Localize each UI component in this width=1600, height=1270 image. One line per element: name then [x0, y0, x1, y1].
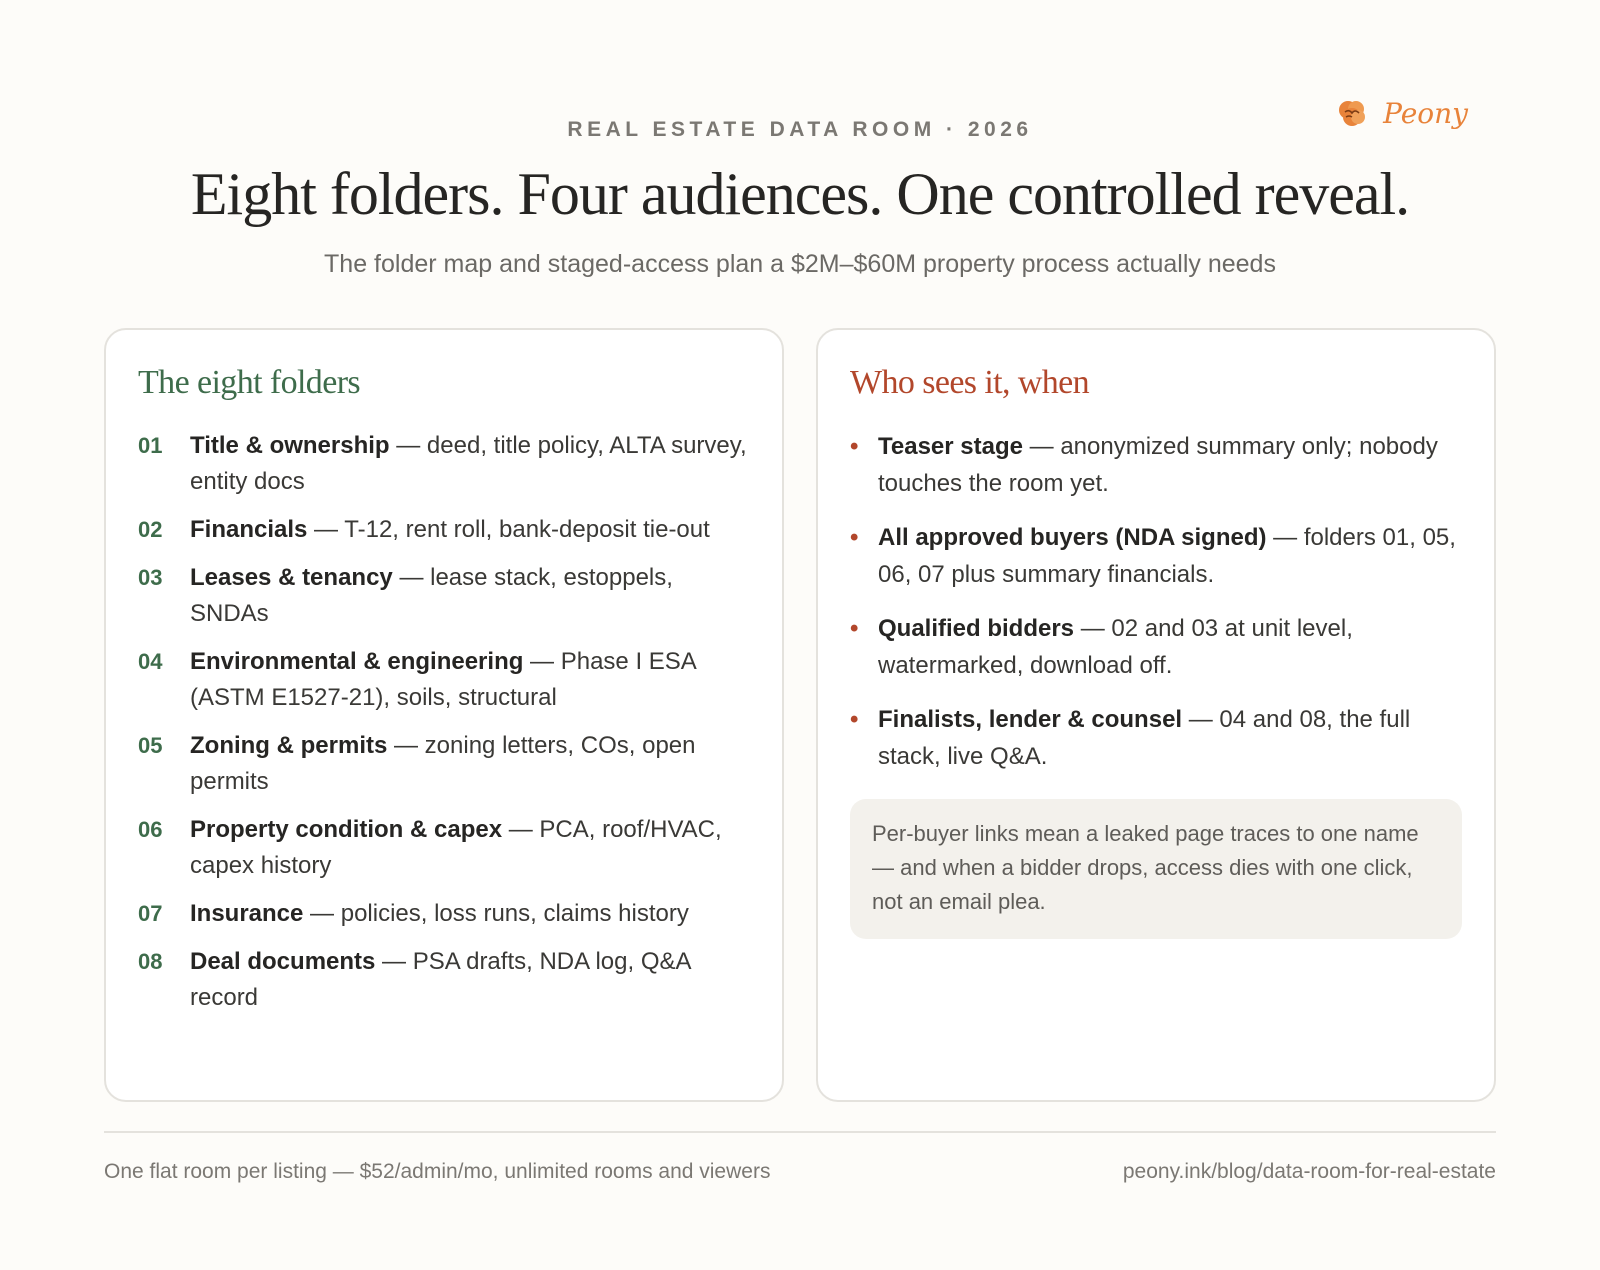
- folder-number: 01: [138, 433, 163, 458]
- folder-item: [138, 896, 750, 932]
- folder-description: — PCA, roof/HVAC, capex history: [190, 816, 722, 879]
- footer-url: peony.ink/blog/data-room-for-real-estate: [1122, 1160, 1496, 1183]
- bullet-dot: •: [850, 706, 859, 733]
- access-description: — folders 01, 05, 06, 07 plus summary financials.: [878, 524, 1456, 588]
- access-item: [850, 610, 1462, 684]
- access-text: [878, 519, 1462, 593]
- folders-heading: The eight folders: [138, 364, 361, 401]
- access-audience: Teaser stage: [878, 433, 1023, 460]
- folder-text: [190, 896, 750, 932]
- folder-name: Title & ownership: [190, 432, 390, 459]
- folder-item: [138, 812, 750, 884]
- folder-name: Property condition & capex: [190, 816, 503, 843]
- access-text: [878, 610, 1462, 684]
- folder-item: [138, 728, 750, 800]
- folder-description: — policies, loss runs, claims history: [303, 900, 689, 927]
- folder-text: [190, 812, 750, 884]
- footer-divider: [104, 1131, 1496, 1133]
- folders-card: [104, 328, 784, 1102]
- folder-item: [138, 944, 750, 1016]
- page-subtitle: The folder map and staged-access plan a $2M–$60M property process actually needs: [324, 250, 1276, 278]
- bullet-dot: •: [850, 524, 859, 551]
- folder-description: — PSA drafts, NDA log, Q&A record: [190, 948, 691, 1011]
- folder-description: — Phase I ESA (ASTM E1527-21), soils, structural: [190, 648, 696, 711]
- folder-item: [138, 428, 750, 500]
- folder-text: [190, 560, 750, 632]
- folder-description: — T-12, rent roll, bank-deposit tie-out: [307, 516, 710, 543]
- folder-text: [190, 428, 750, 500]
- access-item: [850, 701, 1462, 775]
- access-text: [878, 428, 1462, 502]
- access-item: [850, 428, 1462, 502]
- folder-text: [190, 728, 750, 800]
- folder-name: Leases & tenancy: [190, 564, 393, 591]
- access-description: — anonymized summary only; nobody touches the room yet.: [878, 433, 1438, 497]
- folder-description: — lease stack, estoppels, SNDAs: [190, 564, 673, 627]
- page-title: Eight folders. Four audiences. One controlled reveal.: [190, 161, 1410, 227]
- access-heading: Who sees it, when: [850, 364, 1090, 401]
- bullet-dot: •: [850, 433, 859, 460]
- folder-name: Deal documents: [190, 948, 376, 975]
- folder-number: 05: [138, 733, 163, 758]
- access-text: [878, 701, 1462, 775]
- folder-number: 07: [138, 901, 163, 926]
- access-audience: Qualified bidders: [878, 615, 1075, 642]
- bullet-dot: •: [850, 615, 859, 642]
- folder-number: 02: [138, 517, 163, 542]
- folder-description: — zoning letters, COs, open permits: [190, 732, 696, 795]
- folder-item: [138, 512, 750, 548]
- page-eyebrow: REAL ESTATE DATA ROOM · 2026: [567, 118, 1033, 141]
- folder-text: [190, 944, 750, 1016]
- access-description: — 04 and 08, the full stack, live Q&A.: [878, 706, 1411, 770]
- access-list: [850, 428, 1462, 775]
- access-card: [816, 328, 1496, 1102]
- folder-text: [190, 644, 750, 716]
- access-audience: All approved buyers (NDA signed): [878, 524, 1267, 551]
- folder-description: — deed, title policy, ALTA survey, entity docs: [190, 432, 747, 495]
- folder-number: 04: [138, 649, 163, 674]
- footer-pricing: One flat room per listing — $52/admin/mo, unlimited rooms and viewers: [104, 1160, 771, 1183]
- folder-name: Zoning & permits: [190, 732, 388, 759]
- folder-item: [138, 560, 750, 632]
- folder-number: 08: [138, 949, 163, 974]
- folder-name: Financials: [190, 516, 308, 543]
- folder-name: Environmental & engineering: [190, 648, 524, 675]
- folder-number: 06: [138, 817, 163, 842]
- access-audience: Finalists, lender & counsel: [878, 706, 1183, 733]
- access-item: [850, 519, 1462, 593]
- callout-note: Per-buyer links mean a leaked page traces to one name — and when a bidder drops, access dies with one click, not an email plea.: [850, 799, 1462, 939]
- folder-item: [138, 644, 750, 716]
- folder-text: [190, 512, 750, 548]
- folder-name: Insurance: [190, 900, 304, 927]
- folder-number: 03: [138, 565, 163, 590]
- access-description: — 02 and 03 at unit level, watermarked, download off.: [878, 615, 1353, 679]
- brand-name: Peony: [1383, 96, 1468, 130]
- folder-list: [138, 428, 750, 1016]
